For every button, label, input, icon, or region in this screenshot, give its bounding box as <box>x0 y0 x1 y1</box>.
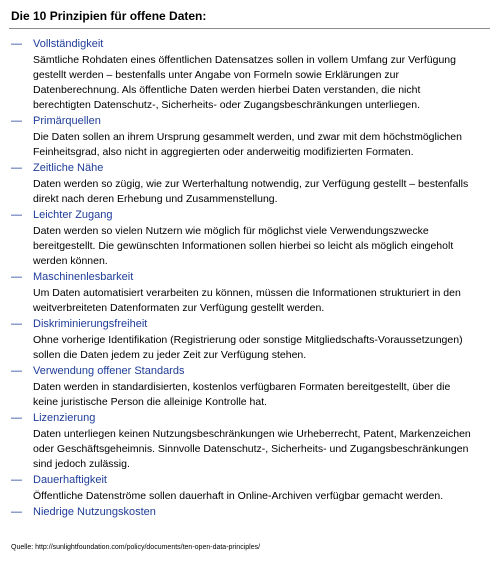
principle-name: Maschinenlesbarkeit <box>33 271 134 283</box>
principle-description: Sämtliche Rohdaten eines öffentlichen Datensatzes sollen in vollem Umfang zur Verfügung gestellt werden – bestenfalls unter Angabe von Formeln sowie Erklärungen zur Datenberechnung. Als öffentliche Daten werden hierbei Daten verstanden, die nicht berechtigten Datenschutz-, Sicherheits- oder Zugangsbeschränkungen unterliegen. <box>33 54 456 111</box>
principle-description: Um Daten automatisiert verarbeiten zu können, müssen die Informationen strukturiert in den weitverbreiteten Datenformaten zur Verfügung gestellt werden. <box>33 287 461 314</box>
principle-name: Primärquellen <box>33 115 101 127</box>
dash-bullet: — <box>11 474 22 486</box>
page-title: Die 10 Prinzipien für offene Daten: <box>11 9 207 23</box>
principle-description: Daten werden so zügig, wie zur Werterhaltung notwendig, zur Verfügung gestellt – bestenfalls direkt nach deren Erhebung und Zusammenstellung. <box>33 178 469 205</box>
dash-bullet: — <box>11 162 22 174</box>
principle-description: Daten werden so vielen Nutzern wie möglich für möglichst viele Verwendungszwecke bereitgestellt. Die gewünschten Informationen sollen hierbei so leicht als möglich eingeholt werden können. <box>33 225 454 267</box>
dash-bullet: — <box>11 412 22 424</box>
principle-item <box>0 363 497 410</box>
principle-description: Daten unterliegen keinen Nutzungsbeschränkungen wie Urheberrecht, Patent, Markenzeichen oder Geschäftsgeheimnis. Sinnvolle Datenschutz-, Sicherheits- und Zugangsbeschränkungen sind jedoch zulässig. <box>33 428 471 470</box>
dash-bullet: — <box>11 318 22 330</box>
principle-item <box>0 36 497 113</box>
principle-item <box>0 160 497 207</box>
principle-item <box>0 410 497 472</box>
dash-bullet: — <box>11 365 22 377</box>
principle-name: Zeitliche Nähe <box>33 162 104 174</box>
principle-name: Dauerhaftigkeit <box>33 474 107 486</box>
principle-name: Verwendung offener Standards <box>33 365 185 377</box>
principles-list <box>0 36 497 520</box>
principle-description: Ohne vorherige Identifikation (Registrierung oder sonstige Mitgliedschafts-Voraussetzungen) sollen die Daten jedem zu jeder Zeit zur Verfügung stehen. <box>33 334 463 361</box>
principle-item <box>0 472 497 504</box>
dash-bullet: — <box>11 506 22 518</box>
principle-item <box>0 316 497 363</box>
principle-item <box>0 207 497 269</box>
dash-bullet: — <box>11 209 22 221</box>
principle-name: Leichter Zugang <box>33 209 113 221</box>
source-citation: Quelle: http://sunlightfoundation.com/policy/documents/ten-open-data-principles/ <box>11 544 261 551</box>
principle-name: Diskriminierungsfreiheit <box>33 318 148 330</box>
dash-bullet: — <box>11 115 22 127</box>
principle-name: Niedrige Nutzungskosten <box>33 506 156 518</box>
dash-bullet: — <box>11 38 22 50</box>
principle-name: Vollständigkeit <box>33 38 104 50</box>
principle-description: Die Daten sollen an ihrem Ursprung gesammelt werden, und zwar mit dem höchstmöglichen Feinheitsgrad, also nicht in aggregierten oder anderweitig modifizierten Formaten. <box>33 131 462 158</box>
principle-description: Daten werden in standardisierten, kostenlos verfügbaren Formaten bereitgestellt, über die keine juristische Person die alleinige Kontrolle hat. <box>33 381 451 408</box>
dash-bullet: — <box>11 271 22 283</box>
principle-item <box>0 269 497 316</box>
principle-item <box>0 504 497 520</box>
principle-name: Lizenzierung <box>33 412 96 424</box>
principle-item <box>0 113 497 160</box>
title-divider <box>9 28 490 29</box>
principle-description: Öffentliche Datenströme sollen dauerhaft in Online-Archiven verfügbar gemacht werden. <box>33 490 444 502</box>
